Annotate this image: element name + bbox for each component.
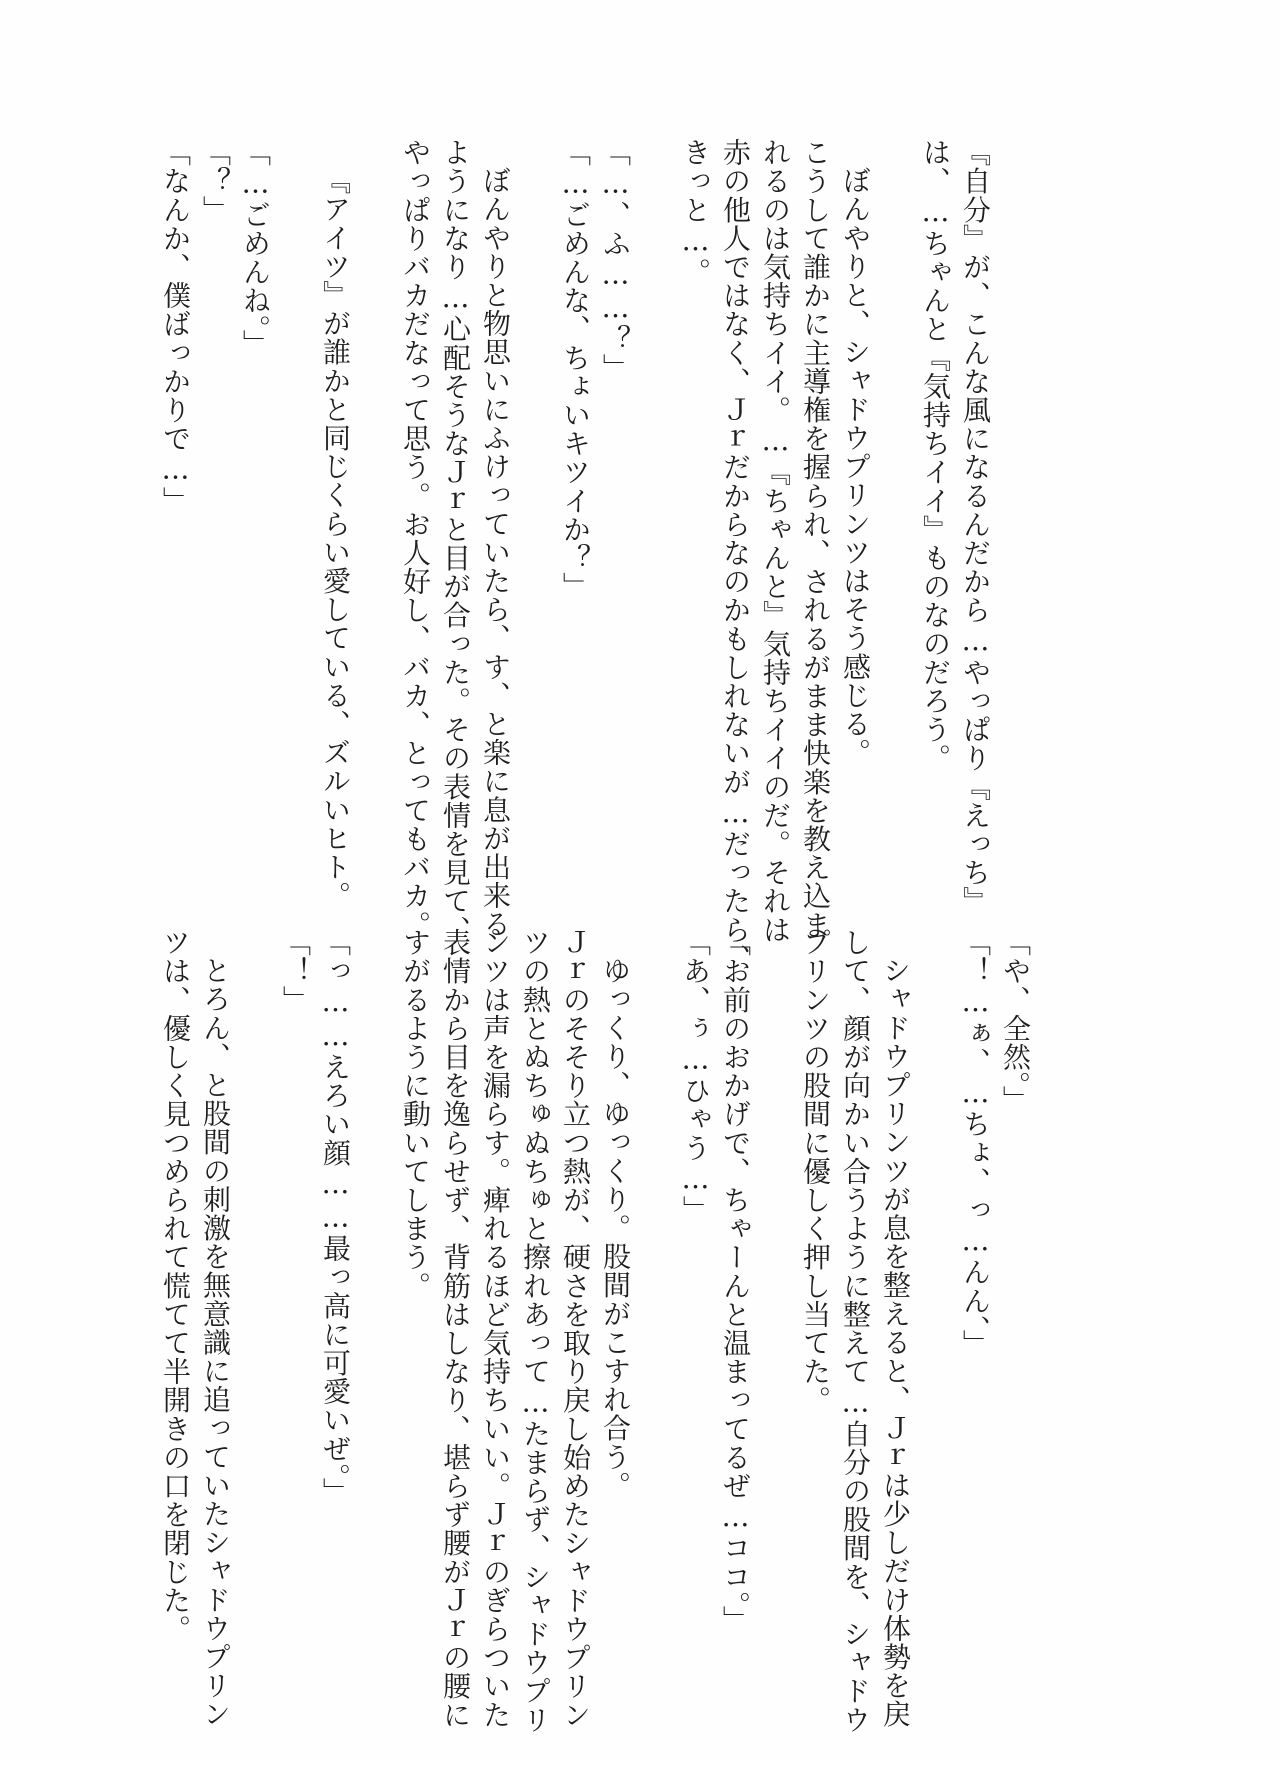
paragraph-gap — [915, 928, 955, 1788]
text-column: シャドウプリンツが息を整えると、Ｊｒは少しだけ体勢を戻 — [879, 956, 912, 1729]
paragraph-gap — [235, 928, 275, 1788]
text-column: 「お前のおかげで、ちゃーんと温まってるぜ…ココ。」 — [719, 928, 752, 1634]
text-column: 「！…ぁ、…ちょ、っ…んん、」 — [959, 928, 992, 1358]
paragraph-gap — [275, 138, 315, 998]
text-column: 「！」 — [279, 928, 312, 1014]
text-column: 「…ごめんな、ちょいキツイか？」 — [559, 138, 592, 601]
text-column: 「…、ふ……？」 — [599, 138, 632, 382]
text-column: きっと…。 — [679, 138, 712, 286]
upper-text-block — [155, 138, 1115, 998]
text-column: ンツは声を漏らす。痺れるほど気持ちいい。Ｊｒのぎらついた — [479, 928, 512, 1729]
text-column: 「っ……えろい顔……最っ高に可愛いぜ。」 — [319, 928, 352, 1506]
paragraph-gap — [355, 138, 395, 998]
text-column: ゆっくり、ゆっくり。股間がこすれ合う。 — [599, 956, 632, 1500]
text-column: 『自分』が、こんな風になるんだから…やっぱり『えっち』 — [959, 138, 992, 916]
paragraph-gap — [755, 928, 795, 1788]
paragraph-gap — [355, 928, 395, 1788]
text-column: やっぱりバカだなって思う。お人好し、バカ、とってもバカ。 — [399, 138, 432, 939]
text-column: ぼんやりと、シャドウプリンツはそう感じる。 — [839, 166, 872, 767]
text-column: プリンツの股間に優しく押し当てた。 — [799, 928, 832, 1415]
paragraph-gap — [515, 138, 555, 998]
text-column: して、顔が向かい合うように整えて…自分の股間を、シャドウ — [839, 928, 872, 1734]
paragraph-gap — [635, 928, 675, 1788]
text-column: 赤の他人ではなく、Ｊｒだからなのかもしれないが…だったら、 — [719, 138, 752, 973]
paragraph-gap — [635, 138, 675, 998]
text-column: 「？」 — [199, 138, 232, 224]
lower-text-block — [155, 928, 1115, 1788]
text-column: 「や、全然。」 — [999, 928, 1032, 1115]
text-column: 「あ、ぅ…ひゃう…」 — [679, 928, 712, 1224]
text-column: すがるように動いてしまう。 — [399, 928, 432, 1300]
text-column: ツの熱とぬちゅぬちゅと擦れあって…たまらず、シャドウプリ — [519, 928, 552, 1734]
text-column: れるのは気持ちイイ。…『ちゃんと』気持ちイイのだ。それは — [759, 138, 792, 944]
text-column: ツは、優しく見つめられて慌てて半開きの口を閉じた。 — [159, 928, 192, 1643]
text-column: は、…ちゃんと『気持ちイイ』ものなのだろう。 — [919, 138, 952, 773]
text-column: こうして誰かに主導権を握られ、されるがまま快楽を教え込ま — [799, 138, 832, 939]
text-column: 「…ごめんね。」 — [239, 138, 272, 358]
text-column: ぼんやりと物思いにふけっていたら、す、と楽に息が出来る — [479, 166, 512, 939]
text-column: 『アイツ』が誰かと同じくらい愛している、ズルいヒト。 — [319, 166, 352, 910]
text-column: 表情から目を逸らせず、背筋はしなり、堪らず腰がＪｒの腰に — [439, 928, 472, 1729]
text-column: とろん、と股間の刺激を無意識に追っていたシャドウプリン — [199, 956, 232, 1729]
paragraph-gap — [875, 138, 915, 998]
text-column: 「なんか、僕ばっかりで…」 — [159, 138, 192, 515]
text-column: ようになり…心配そうなＪｒと目が合った。その表情を見て、 — [439, 138, 472, 944]
text-column: Ｊｒのそそり立つ熱が、硬さを取り戻し始めたシャドウプリン — [559, 928, 592, 1729]
